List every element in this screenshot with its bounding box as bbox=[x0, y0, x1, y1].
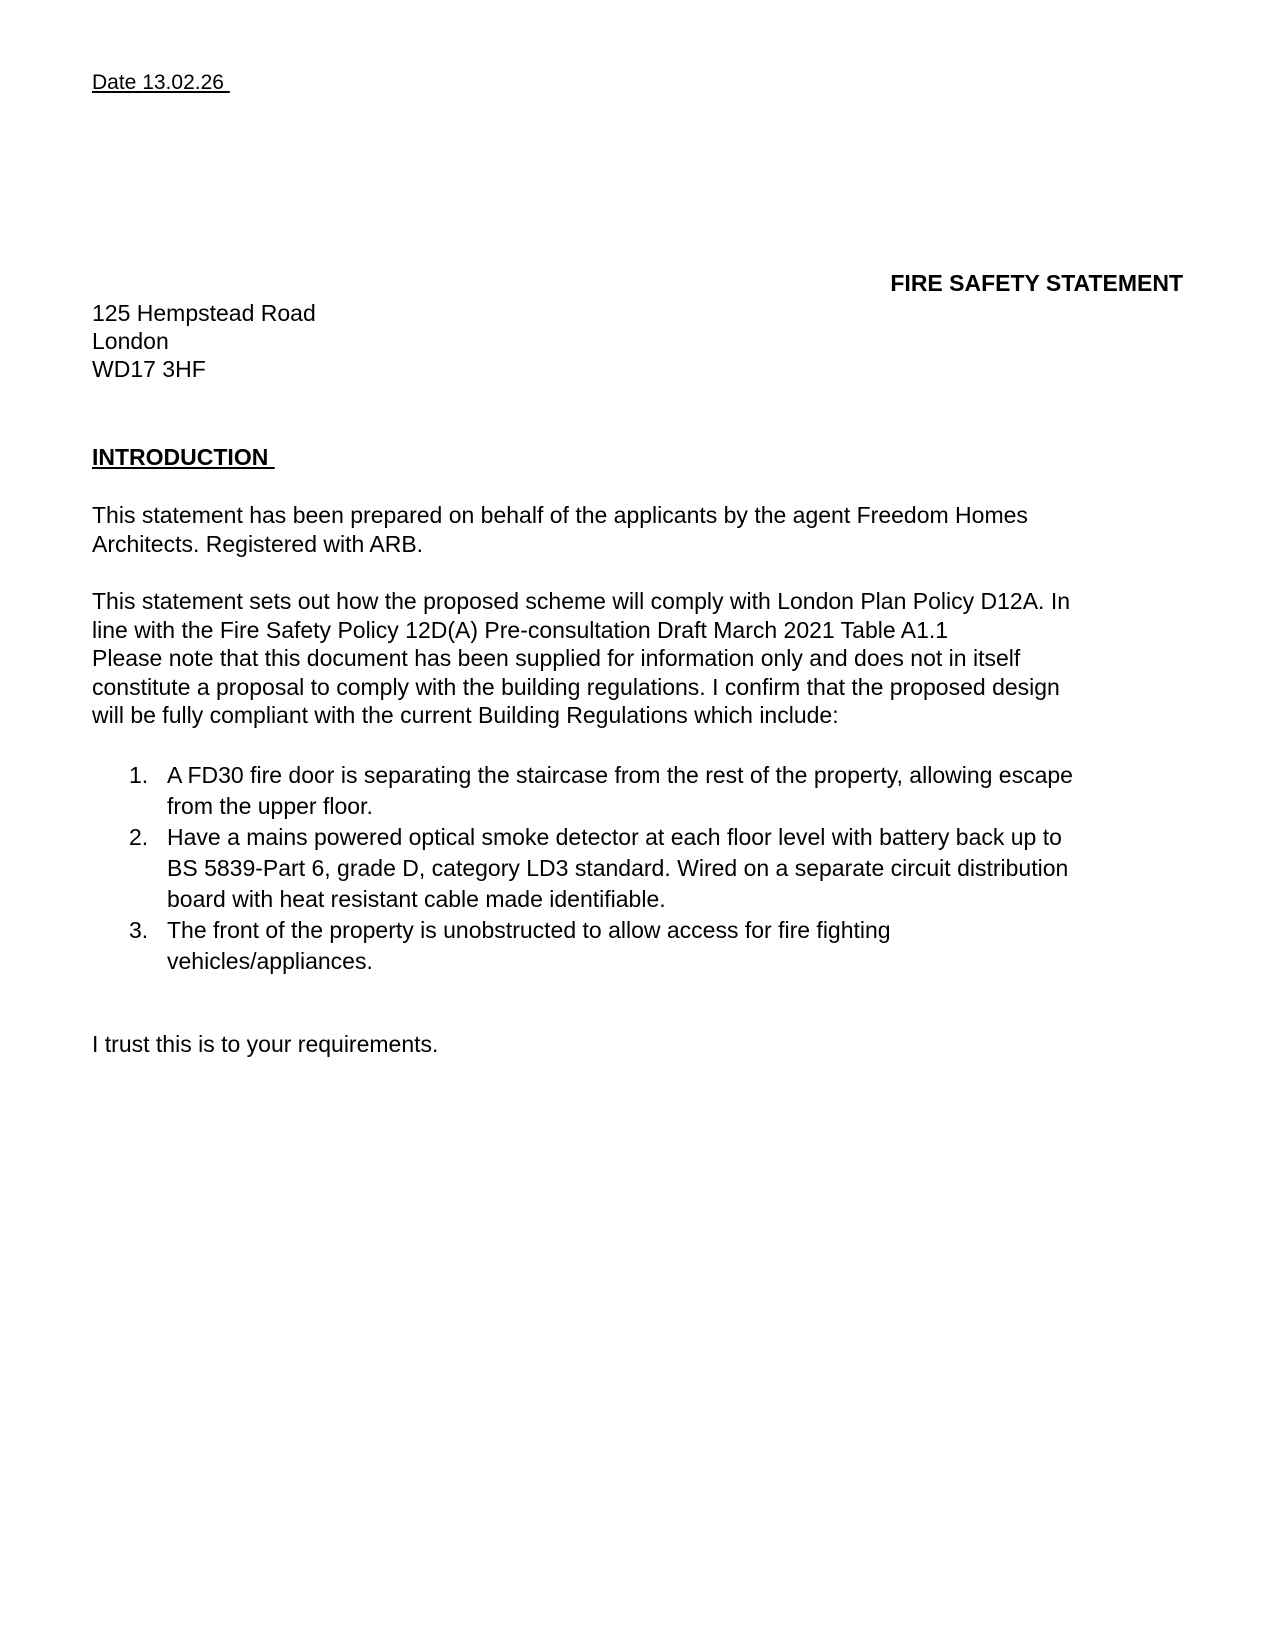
document-title: FIRE SAFETY STATEMENT bbox=[890, 270, 1183, 296]
paragraph-line: Please note that this document has been supplied for information only and does not in itself bbox=[92, 645, 1021, 671]
paragraph-line: This statement sets out how the proposed scheme will comply with London Plan Policy D12A. In bbox=[92, 588, 1070, 614]
address-city: London bbox=[92, 328, 169, 354]
list-item-line: vehicles/appliances. bbox=[167, 948, 373, 974]
list-item-line: Have a mains powered optical smoke detector at each floor level with battery back up to bbox=[167, 824, 1062, 850]
closing-statement: I trust this is to your requirements. bbox=[92, 1031, 439, 1057]
intro-paragraph-compliance bbox=[92, 587, 1182, 730]
list-item-number: 3. bbox=[129, 917, 149, 943]
paragraph-line: constitute a proposal to comply with the building regulations. I confirm that the proposed design bbox=[92, 673, 1060, 700]
list-item-line: The front of the property is unobstructed to allow access for fire fighting bbox=[167, 917, 891, 943]
paragraph-line: will be fully compliant with the current Building Regulations which include: bbox=[92, 702, 839, 728]
list-item-line: board with heat resistant cable made identifiable. bbox=[167, 886, 666, 912]
intro-paragraph-agent bbox=[92, 501, 1182, 558]
list-item-number: 2. bbox=[129, 824, 149, 850]
address-block bbox=[92, 299, 316, 383]
list-item-line: from the upper floor. bbox=[167, 793, 373, 819]
list-item bbox=[92, 760, 1182, 822]
paragraph-line: This statement has been prepared on behalf of the applicants by the agent Freedom Homes bbox=[92, 502, 1028, 528]
list-item-number: 1. bbox=[129, 762, 149, 788]
list-item-line: A FD30 fire door is separating the staircase from the rest of the property, allowing escape bbox=[167, 762, 1073, 788]
address-postcode: WD17 3HF bbox=[92, 356, 206, 382]
list-item bbox=[92, 915, 1182, 977]
document-date: Date 13.02.26 bbox=[92, 71, 230, 94]
address-street: 125 Hempstead Road bbox=[92, 300, 316, 326]
introduction-heading: INTRODUCTION bbox=[92, 444, 275, 470]
list-item-line: BS 5839-Part 6, grade D, category LD3 standard. Wired on a separate circuit distribution bbox=[167, 855, 1069, 881]
paragraph-line: Architects. Registered with ARB. bbox=[92, 530, 424, 557]
list-item bbox=[92, 822, 1182, 915]
requirements-list bbox=[92, 760, 1182, 977]
paragraph-line: line with the Fire Safety Policy 12D(A) Pre-consultation Draft March 2021 Table A1.1 bbox=[92, 616, 949, 643]
